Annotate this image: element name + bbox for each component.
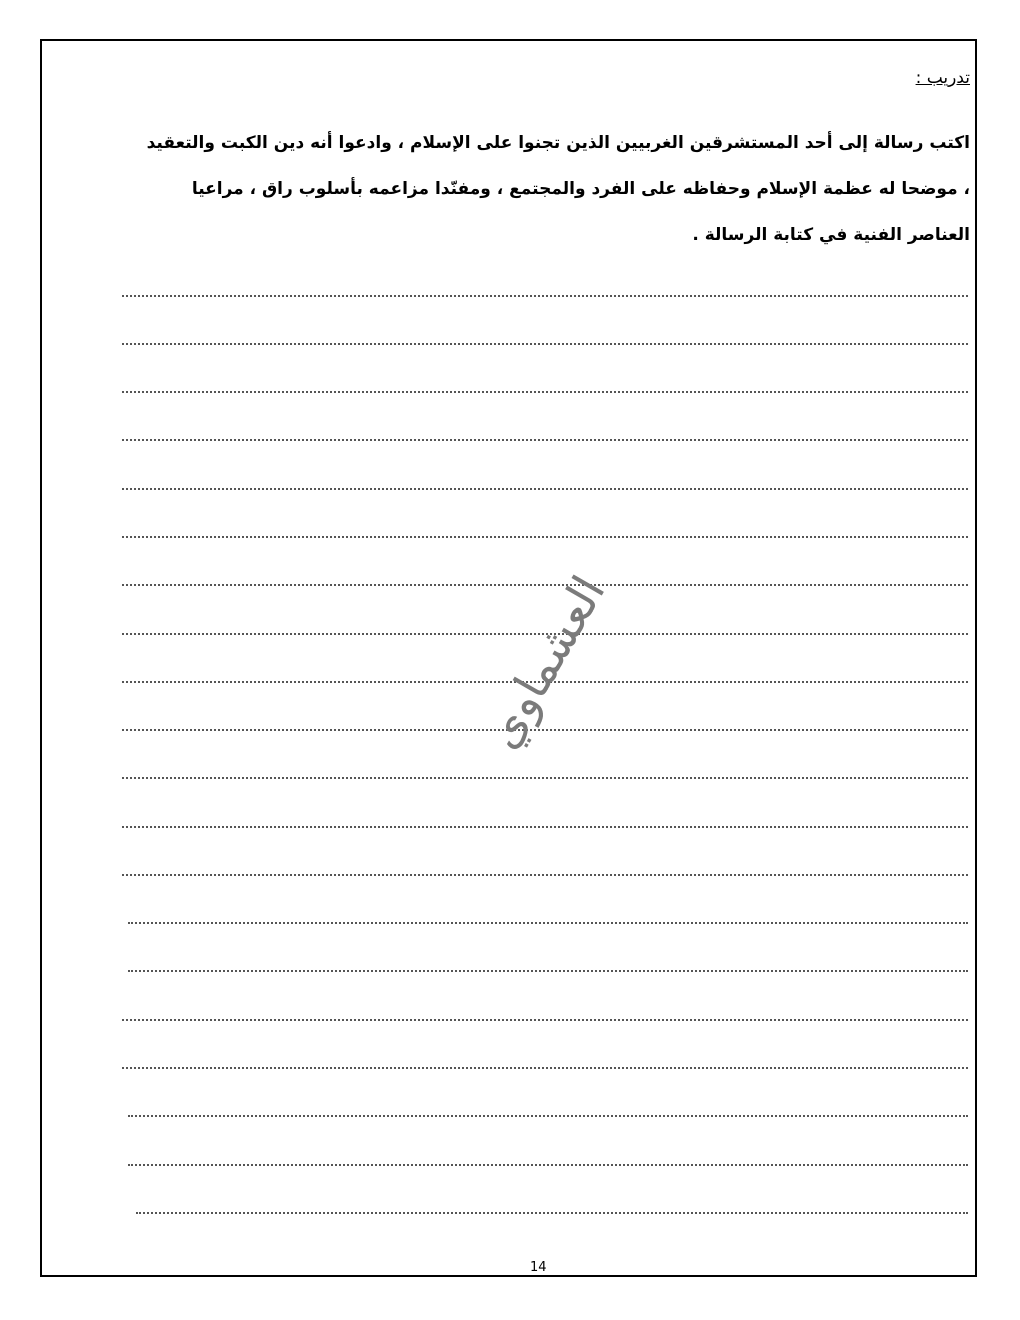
answer-line[interactable] [122,729,968,731]
answer-line[interactable] [122,536,968,538]
answer-line[interactable] [122,1067,968,1069]
watermark: العشماوي [474,566,616,758]
answer-line[interactable] [122,391,968,393]
answer-line[interactable] [122,826,968,828]
answer-line[interactable] [122,488,968,490]
answer-line[interactable] [122,874,968,876]
instruction-line: العناصر الفنية في كتابة الرسالة . [692,225,970,245]
exercise-instruction [124,120,970,258]
answer-line[interactable] [122,343,968,345]
answer-line[interactable] [128,1115,968,1117]
answer-line[interactable] [122,295,968,297]
answer-line[interactable] [128,922,968,924]
page-number: 14 [530,1260,547,1275]
answer-line[interactable] [122,439,968,441]
instruction-line: ، موضحا له عظمة الإسلام وحفاظه على الفرد والمجتمع ، ومفنّدا مزاعمه بأسلوب راق ، مراعيا [191,179,970,199]
instruction-line: اكتب رسالة إلى أحد المستشرقين الغربيين الذين تجنوا على الإسلام ، وادعوا أنه دين الكبت والتعقيد [146,133,970,153]
answer-line[interactable] [128,1164,968,1166]
answer-line[interactable] [122,777,968,779]
answer-line[interactable] [122,584,968,586]
answer-line[interactable] [122,1019,968,1021]
exercise-heading: تدريب : [915,68,970,88]
answer-line[interactable] [128,970,968,972]
answer-line[interactable] [136,1212,968,1214]
